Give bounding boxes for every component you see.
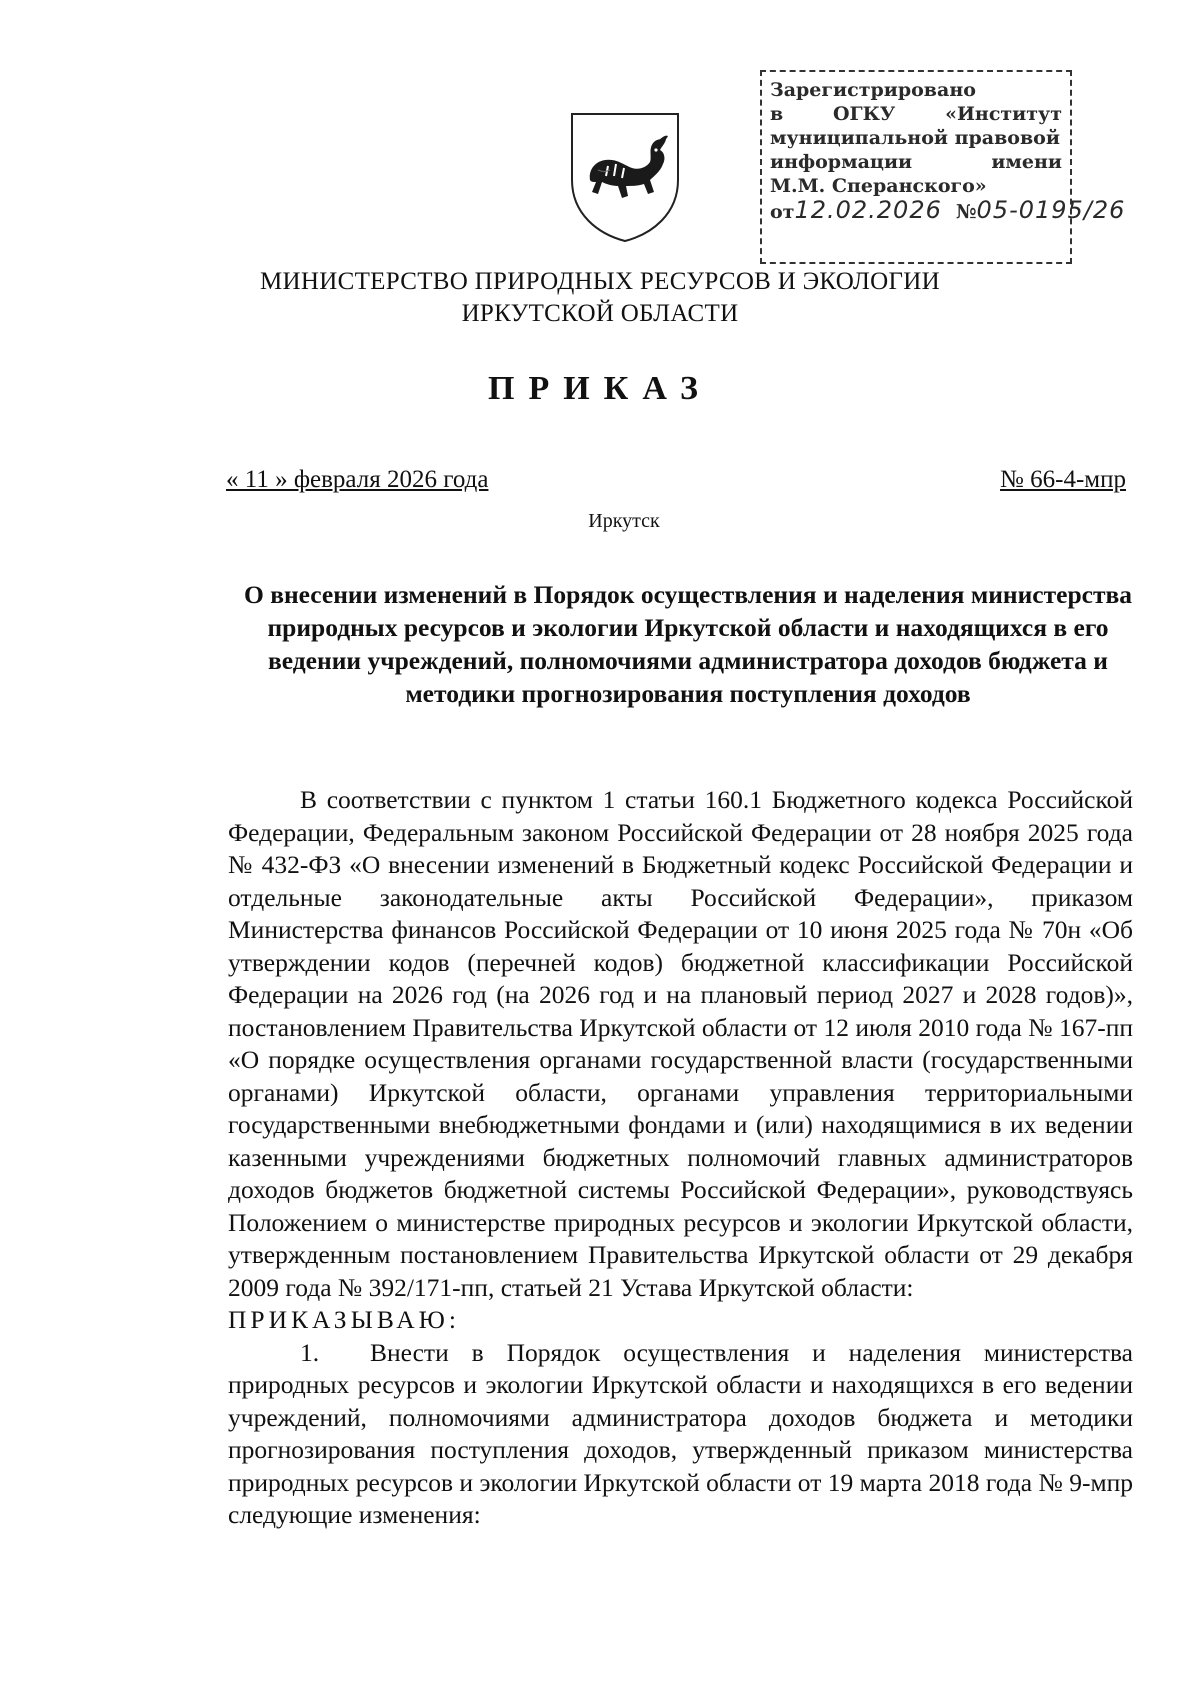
stamp-number-prefix: № [955, 201, 977, 223]
stamp-date-handwritten: 12.02.2026 [794, 196, 942, 224]
order-date: « 11 » февраля 2026 года [226, 466, 489, 493]
coat-of-arms-emblem [568, 110, 682, 244]
order-directive: ПРИКАЗЫВАЮ: [228, 1305, 460, 1334]
preamble-paragraph: В соответствии с пунктом 1 статьи 160.1 Бюджетного кодекса Российской Федерации, Федеральным законом Российской Федерации от 28 ноября 2025 года № 432-ФЗ «О внесении изменений в Бюджетный кодекс Российской Федерации и отдельные законодательные акты Российской Федерации», приказом Министерства финансов Российской Федерации от 10 июня 2025 года № 70н «Об утверждении кодов (перечней кодов) бюджетной классификации Российской Федерации на 2026 год (на 2026 год и на плановый период 2027 и 2028 годов)», постановлением Правительства Иркутской области от 12 июля 2010 года № 167-пп «О порядке осуществления органами государственной власти (государственными органами) Иркутской области, органами управления территориальными государственными внебюджетными фондами и (или) находящимися в их ведении казенными учреждениями бюджетных полномочий главных администраторов доходов бюджетов бюджетной системы Российской Федерации», руководствуясь Положением о министерстве природных ресурсов и экологии Иркутской области, утвержденным постановлением Правительства Иркутской области от 29 декабря 2009 года № 392/171-пп, статьей 21 Устава Иркутской области: [228, 785, 1133, 1302]
stamp-text: имени [991, 151, 1062, 173]
order-subject: О внесении изменений в Порядок осуществления и наделения министерства природных ресурсов и экологии Иркутской области и находящихся в его ведении учреждений, полномочиями администратора доходов бюджета и методики прогнозирования поступления доходов [243, 580, 1133, 708]
stamp-text: «Институт [945, 103, 1062, 125]
stamp-text: в [770, 103, 784, 125]
order-number: № 66-4-мпр [1000, 466, 1126, 493]
stamp-text: информации [770, 151, 913, 173]
document-title: ПРИКАЗ [488, 370, 712, 407]
stamp-number-handwritten: 05-0195/26 [976, 196, 1126, 224]
ministry-name-line-1: МИНИСТЕРСТВО ПРИРОДНЫХ РЕСУРСОВ И ЭКОЛОГИИ [260, 268, 940, 295]
registration-stamp [760, 70, 1126, 264]
ministry-name-line-2: ИРКУТСКОЙ ОБЛАСТИ [461, 300, 739, 327]
stamp-line-speransky: М.М. Сперанского» [770, 175, 987, 197]
stamp-line-municipal: муниципальной правовой [770, 127, 1060, 149]
order-body [228, 784, 1133, 1532]
stamp-line-registered: Зарегистрировано [770, 79, 976, 101]
stamp-text: ОГКУ [832, 103, 896, 125]
order-city: Иркутск [588, 510, 660, 532]
item-number: 1. [300, 1337, 320, 1367]
stamp-date-prefix: от [770, 201, 795, 223]
item-text: Внести в Порядок осуществления и наделения министерства природных ресурсов и экологии Иркутской области и находящихся в его ведении учреждений, полномочиями администратора доходов бюджета и методики прогнозирования поступления доходов, утвержденный приказом министерства природных ресурсов и экологии Иркутской области от 19 марта 2018 года № 9-мпр следующие изменения: [228, 1337, 1133, 1529]
order-item-1 [228, 1337, 1133, 1532]
stamp-line-institute [770, 102, 1062, 126]
stamp-line-registration [770, 196, 1126, 224]
stamp-line-information [770, 150, 1062, 174]
